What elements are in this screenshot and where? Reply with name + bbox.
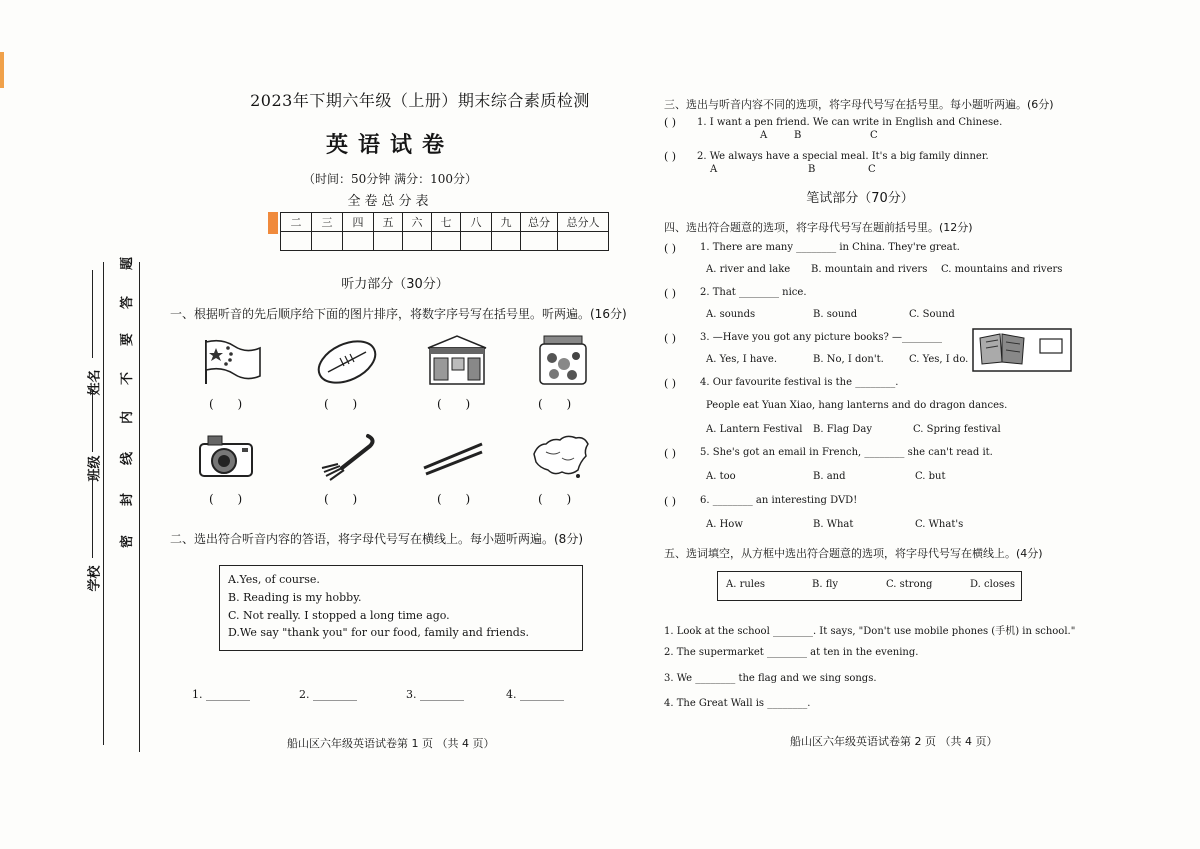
map-picture: [528, 430, 594, 482]
q5-item: 1. Look at the school ________. It says, "Don't use mobile phones (手机) in school.": [664, 626, 1076, 637]
q4-item-text: 3. —Have you got any picture books? —________: [700, 332, 942, 343]
q4-item-text: 4. Our favourite festival is the ________.: [700, 377, 899, 388]
name-label: 姓名: [87, 369, 103, 396]
score-table-title: 全卷总分表: [347, 194, 433, 209]
q2-answer-blank[interactable]: 3. ________: [406, 688, 464, 701]
q4-item-extra: People eat Yuan Xiao, hang lanterns and do dragon dances.: [706, 400, 1008, 411]
score-cell[interactable]: [521, 232, 558, 251]
jar-picture: [530, 334, 596, 386]
q5-item: 4. The Great Wall is ________.: [664, 698, 811, 709]
warning-char: 内: [120, 410, 136, 425]
q4-answer-paren[interactable]: ( ): [664, 242, 677, 255]
warning-char: 线: [120, 451, 136, 466]
score-header: 六: [403, 213, 432, 232]
q2-option: D.We say "thank you" for our food, family and friends.: [228, 626, 529, 639]
q2-instruction: 二、选出符合听音内容的答语，将字母代号写在横线上。每小题听两遍。(8分): [170, 532, 584, 546]
orange-marker: [268, 212, 278, 234]
school-label: 学校: [87, 565, 103, 592]
q4-option: B. No, I don't.: [813, 354, 884, 365]
q4-answer-paren[interactable]: ( ): [664, 332, 677, 345]
binding-line-inner: [139, 262, 140, 752]
q4-option: A. Lantern Festival: [706, 424, 803, 435]
q4-instruction: 四、选出符合题意的选项，将字母代号写在题前括号里。(12分): [664, 221, 973, 234]
answer-bracket[interactable]: ( ): [538, 397, 582, 411]
q3-letter: A: [760, 130, 768, 141]
q4-answer-paren[interactable]: ( ): [664, 495, 677, 508]
answer-bracket[interactable]: ( ): [209, 397, 253, 411]
score-cell[interactable]: [492, 232, 521, 251]
written-part-title: 笔试部分（70分）: [806, 191, 914, 206]
q3-letter: B: [794, 130, 802, 141]
warning-char: 答: [120, 295, 136, 310]
word-option: C. strong: [886, 579, 933, 590]
score-table-header-row: [281, 213, 609, 232]
exam-title: 2023年下期六年级（上册）期末综合素质检测: [250, 91, 590, 110]
q4-option: C. Yes, I do.: [909, 354, 969, 365]
q4-option: C. mountains and rivers: [941, 264, 1063, 275]
score-cell[interactable]: [281, 232, 312, 251]
warning-char: 题: [120, 256, 136, 271]
q4-option: A. How: [706, 519, 743, 530]
q3-letter: A: [710, 164, 718, 175]
q4-option: A. too: [706, 471, 736, 482]
page2-footer: 船山区六年级英语试卷第 2 页 （共 4 页）: [790, 735, 998, 748]
score-header: 二: [281, 213, 312, 232]
q3-letter: B: [808, 164, 816, 175]
picture-books-image: [972, 328, 1072, 372]
q4-option: B. Flag Day: [813, 424, 873, 435]
q4-option: C. but: [915, 471, 946, 482]
answer-bracket[interactable]: ( ): [324, 397, 368, 411]
score-cell[interactable]: [343, 232, 374, 251]
school-field-line[interactable]: [92, 478, 93, 558]
score-header: 总分: [521, 213, 558, 232]
class-field-line[interactable]: [92, 390, 93, 452]
q2-option: C. Not really. I stopped a long time ago.: [228, 609, 450, 622]
answer-bracket[interactable]: ( ): [437, 492, 481, 506]
q4-option: B. and: [813, 471, 846, 482]
warning-char: 封: [120, 492, 136, 507]
chopsticks-picture: [420, 434, 486, 486]
q4-option: B. sound: [813, 309, 858, 320]
score-header: 九: [492, 213, 521, 232]
q5-item: 3. We ________ the flag and we sing songs.: [664, 673, 877, 684]
score-header: 五: [374, 213, 403, 232]
score-cell[interactable]: [403, 232, 432, 251]
q4-answer-paren[interactable]: ( ): [664, 287, 677, 300]
score-header: 总分人: [558, 213, 609, 232]
q4-option: A. sounds: [706, 309, 756, 320]
q4-option: B. What: [813, 519, 854, 530]
answer-bracket[interactable]: ( ): [209, 492, 253, 506]
q1-instruction: 一、根据听音的先后顺序给下面的图片排序，将数字序号写在括号里。听两遍。(16分): [170, 307, 627, 321]
q2-options-box: [219, 565, 583, 651]
answer-bracket[interactable]: ( ): [538, 492, 582, 506]
score-cell[interactable]: [374, 232, 403, 251]
q5-instruction: 五、选词填空，从方框中选出符合题意的选项，将字母代号写在横线上。(4分): [664, 547, 1043, 560]
q4-item-text: 6. ________ an interesting DVD!: [700, 495, 858, 506]
answer-bracket[interactable]: ( ): [324, 492, 368, 506]
q4-answer-paren[interactable]: ( ): [664, 447, 677, 460]
camera-picture: [196, 430, 262, 482]
q4-option: A. Yes, I have.: [706, 354, 777, 365]
score-table: [280, 212, 609, 251]
word-option: A. rules: [726, 579, 766, 590]
score-cell[interactable]: [461, 232, 492, 251]
score-header: 七: [432, 213, 461, 232]
answer-bracket[interactable]: ( ): [437, 397, 481, 411]
q3-item-text: 1. I want a pen friend. We can write in English and Chinese.: [697, 117, 1003, 128]
q4-item-text: 2. That ________ nice.: [700, 287, 807, 298]
q2-answer-blank[interactable]: 1. ________: [192, 688, 250, 701]
name-field-line[interactable]: [92, 270, 93, 358]
page1-footer: 船山区六年级英语试卷第 1 页 （共 4 页）: [287, 737, 495, 750]
flag-picture: [200, 336, 266, 388]
q3-letter: C: [868, 164, 876, 175]
q2-option: B. Reading is my hobby.: [228, 591, 362, 604]
time-info: （时间：50分钟 满分：100分）: [303, 172, 477, 186]
shop-picture: [424, 334, 490, 386]
q4-item-text: 1. There are many ________ in China. They're great.: [700, 242, 960, 253]
score-table-value-row: [281, 232, 609, 251]
q4-option: C. What's: [915, 519, 964, 530]
score-cell[interactable]: [432, 232, 461, 251]
q3-item-text: 2. We always have a special meal. It's a big family dinner.: [697, 151, 989, 162]
q2-answer-blank[interactable]: 4. ________: [506, 688, 564, 701]
warning-char: 密: [120, 534, 136, 549]
score-header: 三: [312, 213, 343, 232]
q3-answer-paren[interactable]: ( ): [664, 116, 677, 129]
warning-char: 要: [120, 332, 136, 347]
word-option: B. fly: [812, 579, 839, 590]
q2-answer-blank[interactable]: 2. ________: [299, 688, 357, 701]
subject-title: 英语试卷: [325, 133, 454, 158]
rugby-ball-picture: [314, 336, 380, 388]
warning-char: 不: [120, 371, 136, 386]
word-box: [717, 571, 1022, 601]
q5-item: 2. The supermarket ________ at ten in the evening.: [664, 647, 919, 658]
q3-answer-paren[interactable]: ( ): [664, 150, 677, 163]
q4-answer-paren[interactable]: ( ): [664, 377, 677, 390]
q3-instruction: 三、选出与听音内容不同的选项，将字母代号写在括号里。每小题听两遍。(6分): [664, 98, 1054, 111]
scan-tab-mark: [0, 52, 4, 88]
score-cell[interactable]: [312, 232, 343, 251]
word-option: D. closes: [970, 579, 1016, 590]
q4-option: C. Spring festival: [913, 424, 1001, 435]
score-header: 四: [343, 213, 374, 232]
score-cell[interactable]: [558, 232, 609, 251]
q2-option: A.Yes, of course.: [228, 573, 320, 586]
q4-item-text: 5. She's got an email in French, ________ she can't read it.: [700, 447, 993, 458]
fork-picture: [316, 432, 382, 484]
q4-option: C. Sound: [909, 309, 955, 320]
q4-option: B. mountain and rivers: [811, 264, 928, 275]
listening-part-title: 听力部分（30分）: [341, 277, 449, 292]
class-label: 班级: [87, 455, 103, 482]
score-header: 八: [461, 213, 492, 232]
q4-option: A. river and lake: [706, 264, 791, 275]
binding-line-outer: [103, 262, 104, 745]
q3-letter: C: [870, 130, 878, 141]
